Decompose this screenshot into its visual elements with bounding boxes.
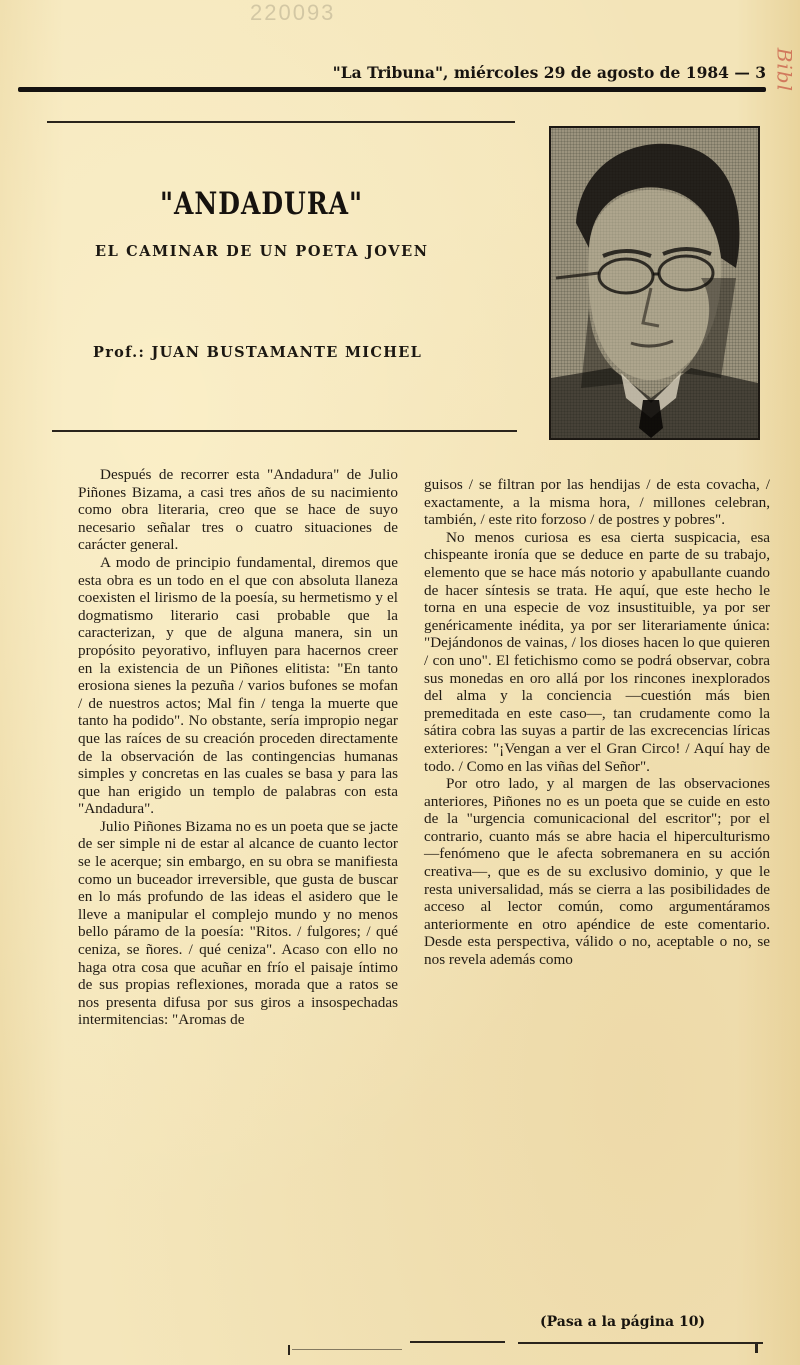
title-box-rule-bottom bbox=[52, 430, 517, 432]
article-end-tick bbox=[755, 1343, 758, 1353]
masthead-rule bbox=[18, 87, 766, 92]
portrait-illustration bbox=[551, 128, 758, 438]
article-end-rule bbox=[410, 1341, 505, 1343]
article-byline: Prof.: JUAN BUSTAMANTE MICHEL bbox=[93, 344, 423, 361]
column-end-tick bbox=[288, 1345, 290, 1355]
column-end-rule bbox=[292, 1349, 402, 1350]
title-box-rule-top bbox=[47, 121, 515, 123]
paragraph: Julio Piñones Bizama no es un poeta que se jacte de ser simple ni de estar al alcance de cuanto lector se le acerque; sin embargo, en su obra se manifiesta como un buceador irreversible, que gusta de buscar en lo más profundo de las ideas el asidero que le lleve a manipular el complejo mundo y no menos bello páramo de la poesía: "Ritos. / fulgores; / qué ceniza, se ñores. / qué ceniza". Acaso con ello no haga otra cosa que acuñar en frío el paisaje íntimo de sus propias reflexiones, morada que a ratos se nos presenta difusa por sus giros a insospechadas intermitencias: "Aromas de bbox=[78, 817, 398, 1029]
article-column-right bbox=[424, 476, 770, 969]
paragraph: No menos curiosa es esa cierta suspicacia, esa chispeante ironía que se deduce en parte de su trabajo, elemento que se hace más notorio y apabullante cuando de hacer síntesis se trata. He aquí, que este hecho le torna en una especie de voz insustituible, ya por ser genéricamente inédita, ya por ser literariamente única: "Dejándonos de vainas, / los dioses hacen lo que quieren / con uno". El fetichismo como se podrá observar, cobra sus monedas en oro allá por los rincones inexplorados del alma y la conciencia —cuestión más bien premeditada en este caso—, tan crudamente como la sátira cobra las suyas a partir de las excrecencias líricas exteriores: "¡Vengan a ver el Gran Circo! / Aquí hay de todo. / Como en las viñas del Señor". bbox=[424, 528, 770, 775]
masthead-line: "La Tribuna", miércoles 29 de agosto de 1984 — 3 bbox=[332, 63, 766, 82]
article-title: "ANDADURA" bbox=[160, 185, 364, 222]
article-column-left bbox=[78, 466, 398, 1029]
handwritten-margin-note: Bibl bbox=[772, 47, 796, 92]
continued-on-page-note: (Pasa a la página 10) bbox=[540, 1314, 706, 1330]
archive-stamp: 220093 bbox=[250, 0, 336, 25]
paragraph: A modo de principio fundamental, diremos que esta obra es un todo en el que con absoluta llaneza coexisten el lirismo de la poesía, su hermetismo y el dogmatismo literario casi probable que la caracterizan, y que de alguna manera, sin un propósito peyorativo, influyen para hacernos creer en la existencia de un Piñones elitista: "En tanto erosiona sienes la pezuña / varios bufones se mofan / de nuestros actos; Mal fin / tenga la muerte que tanto ha podido". No obstante, sería impropio negar que las raíces de su creación proceden directamente de la observación de las contingencias humanas simples y concretas en las cuales se basa y para las que han erigido un templo de palabras con esta "Andadura". bbox=[78, 553, 398, 818]
article-end-rule bbox=[518, 1342, 763, 1344]
paragraph: Por otro lado, y al margen de las observaciones anteriores, Piñones no es un poeta que se cuide en esto de la "urgencia comunicacional del escritor"; por el contrario, cuanto más se abre hacia el hiperculturismo —fenómeno que le afecta sobremanera en su acción creativa—, que es de su exclusivo dominio, y que le resta universalidad, más se cierra a las posibilidades de acceso al lector común, como argumentáramos anteriormente en otro apéndice de este comentario. Desde esta perspectiva, válido o no, aceptable o no, se nos revela además como bbox=[424, 775, 770, 969]
paragraph: guisos / se filtran por las hendijas / de esta covacha, / exactamente, a la misma hora, / millones celebran, también, / este rito forzoso / de postres y pobres". bbox=[424, 476, 770, 529]
author-photo bbox=[549, 126, 760, 440]
paragraph: Después de recorrer esta "Andadura" de Julio Piñones Bizama, a casi tres años de su nacimiento como obra literaria, creo que se hace de suyo necesario señalar tres o cuatro situaciones de carácter general. bbox=[78, 466, 398, 554]
article-subtitle: EL CAMINAR DE UN POETA JOVEN bbox=[95, 243, 429, 260]
